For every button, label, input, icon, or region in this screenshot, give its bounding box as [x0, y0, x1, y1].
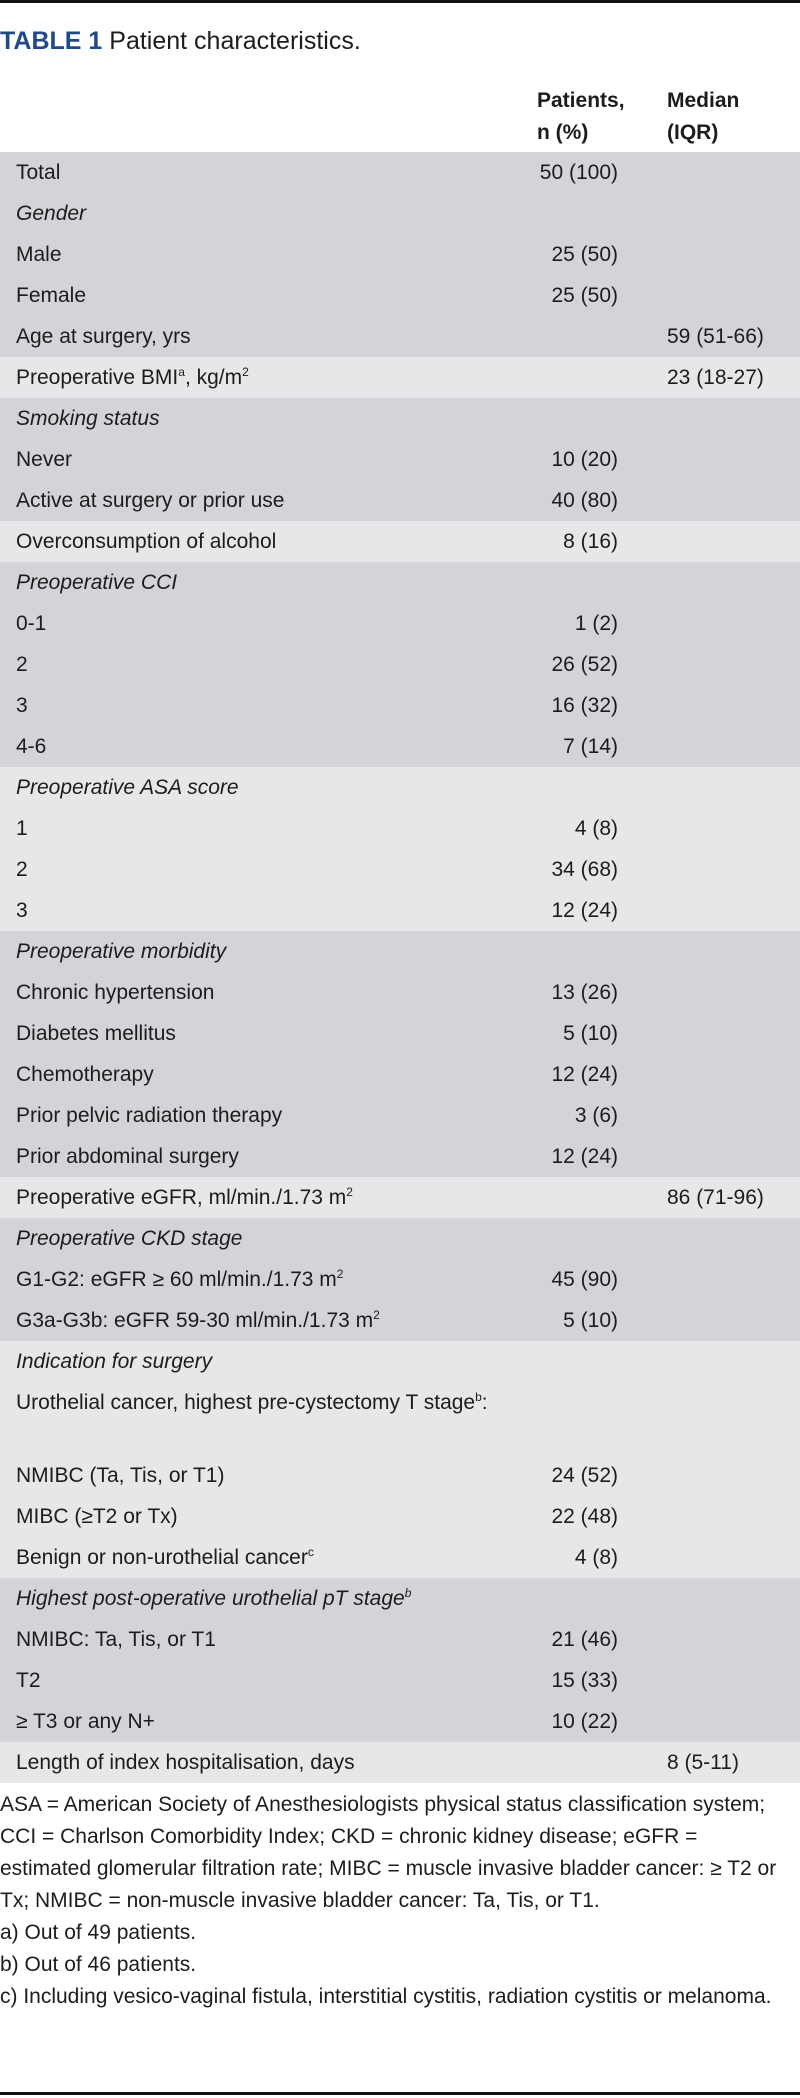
column-header-median-line1: Median — [667, 89, 740, 112]
table-row-asa-heading — [0, 767, 800, 808]
row-label: T2 — [16, 1669, 41, 1692]
table-row-male — [0, 234, 800, 275]
row-patients: 21 (46) — [551, 1628, 618, 1651]
table-row-female — [0, 275, 800, 316]
top-rule — [0, 0, 800, 3]
row-label: G1-G2: eGFR ≥ 60 ml/min./1.73 $m^2$ — [16, 1267, 344, 1291]
row-label: 3 — [16, 694, 28, 717]
footnote-a: a) Out of 49 patients. — [0, 1921, 197, 1944]
row-median: 59 (51-66) — [667, 325, 764, 348]
table-row-benign — [0, 1537, 800, 1578]
row-patients: 13 (26) — [551, 981, 618, 1004]
table-row-pt-nmibc — [0, 1619, 800, 1660]
column-header-patients — [537, 85, 625, 149]
row-median: 8 (5-11) — [667, 1751, 739, 1774]
table-row-diabetes — [0, 1013, 800, 1054]
table-row-smoking-heading — [0, 398, 800, 439]
table-row-cci-0-1 — [0, 603, 800, 644]
row-patients: 4 (8) — [574, 817, 618, 840]
row-label: Chemotherapy — [16, 1063, 154, 1086]
table-row-alcohol — [0, 521, 800, 562]
table-row-pt-stage-heading — [0, 1578, 800, 1619]
footnote-c: c) Including vesico-vaginal fistula, interstitial cystitis, radiation cystitis or melanoma. — [0, 1985, 772, 2008]
row-label: Total — [16, 161, 61, 184]
row-label: NMIBC (Ta, Tis, or T1) — [16, 1464, 225, 1487]
table-row-asa-3 — [0, 890, 800, 931]
table-row-mibc — [0, 1496, 800, 1537]
row-patients: 25 (50) — [551, 284, 618, 307]
footnote-b: b) Out of 46 patients. — [0, 1953, 197, 1976]
row-label: Preoperative CKD stage — [16, 1227, 243, 1250]
table-row-gender-heading — [0, 193, 800, 234]
row-patients: 4 (8) — [574, 1546, 618, 1569]
table-row-pelvic-radiation — [0, 1095, 800, 1136]
row-label: Prior pelvic radiation therapy — [16, 1104, 283, 1127]
table-row-ckd-g1-g2 — [0, 1259, 800, 1300]
row-patients: 45 (90) — [551, 1268, 618, 1291]
table-row-egfr — [0, 1177, 800, 1218]
row-label: Benign or non-urothelial cancer$^c$ — [16, 1545, 314, 1569]
row-patients: 15 (33) — [551, 1669, 618, 1692]
row-patients: 24 (52) — [551, 1464, 618, 1487]
row-label: NMIBC: Ta, Tis, or T1 — [16, 1628, 216, 1651]
row-label: MIBC (≥T2 or Tx) — [16, 1505, 178, 1528]
row-label: 3 — [16, 899, 28, 922]
row-label: Never — [16, 448, 73, 471]
row-patients: 12 (24) — [551, 1063, 618, 1086]
table-title-text: Patient characteristics. — [109, 27, 361, 55]
row-label: Preoperative ASA score — [16, 776, 239, 799]
footnote-abbreviations: ASA = American Society of Anesthesiologists physical status classification system; CCI = Charlson Comorbidity Index; CKD = chronic kidney disease; eGFR = estimated glomerular filtration rate; MIBC = muscle invasive bladder cancer: ≥ T2 or Tx; NMIBC = non-muscle invasive bladder cancer: Ta, Tis, or T1. — [0, 1793, 777, 1912]
column-header-patients-line1: Patients, — [537, 89, 625, 112]
row-label: Gender — [16, 202, 87, 225]
row-label: 0-1 — [16, 612, 47, 635]
table-row-never — [0, 439, 800, 480]
row-label: Preoperative morbidity — [16, 940, 227, 963]
table-row-pt-t3 — [0, 1701, 800, 1742]
row-patients: 34 (68) — [551, 858, 618, 881]
table-row-chemotherapy — [0, 1054, 800, 1095]
table-row-ckd-heading — [0, 1218, 800, 1259]
table-title-label: TABLE 1 — [0, 27, 103, 55]
row-label: 4-6 — [16, 735, 47, 758]
table-row-total — [0, 152, 800, 193]
column-header-median — [667, 85, 739, 149]
table-row-active-smoker — [0, 480, 800, 521]
row-patients: 22 (48) — [551, 1505, 618, 1528]
row-patients: 5 (10) — [563, 1022, 618, 1045]
row-label: Urothelial cancer, highest pre-cystectomy T stage$^b$: — [16, 1390, 488, 1414]
row-label: Length of index hospitalisation, days — [16, 1751, 355, 1774]
row-patients: 25 (50) — [551, 243, 618, 266]
table-row-cci-3 — [0, 685, 800, 726]
row-patients: 50 (100) — [539, 161, 618, 184]
table-row-cci-heading — [0, 562, 800, 603]
row-patients: 5 (10) — [563, 1309, 618, 1332]
table-footnotes — [0, 1789, 790, 2013]
table-row-morbidity-heading — [0, 931, 800, 972]
row-label: 2 — [16, 858, 28, 881]
table-row-ckd-g3 — [0, 1300, 800, 1341]
table-row-pt-t2 — [0, 1660, 800, 1701]
row-patients: 12 (24) — [551, 899, 618, 922]
row-label: Preoperative BMI$^a$, $kg/m^2$ — [16, 365, 249, 389]
row-patients: 40 (80) — [551, 489, 618, 512]
table-row-asa-2 — [0, 849, 800, 890]
row-patients: 8 (16) — [563, 530, 618, 553]
table-row-indication-heading — [0, 1341, 800, 1382]
table-row-hypertension — [0, 972, 800, 1013]
table-row-bmi — [0, 357, 800, 398]
row-label: 1 — [16, 817, 28, 840]
row-label: Prior abdominal surgery — [16, 1145, 239, 1168]
row-median: 86 (71-96) — [667, 1186, 764, 1209]
row-label: Diabetes mellitus — [16, 1022, 176, 1045]
row-label: Preoperative CCI — [16, 571, 178, 594]
row-patients: 12 (24) — [551, 1145, 618, 1168]
characteristics-table — [0, 152, 800, 1783]
column-header-median-line2: (IQR) — [667, 121, 719, 144]
row-patients: 3 (6) — [574, 1104, 618, 1127]
row-label: Indication for surgery — [16, 1350, 213, 1373]
row-label: Age at surgery, yrs — [16, 325, 191, 348]
row-patients: 10 (20) — [551, 448, 618, 471]
row-label: Highest post-operative urothelial pT stage$^b$ — [16, 1586, 412, 1610]
row-patients: 10 (22) — [551, 1710, 618, 1733]
row-label: Female — [16, 284, 87, 307]
row-label: 2 — [16, 653, 28, 676]
table-row-cci-4-6 — [0, 726, 800, 767]
bottom-rule — [0, 2092, 800, 2095]
column-header-patients-line2: n (%) — [537, 121, 589, 144]
row-label: Active at surgery or prior use — [16, 489, 285, 512]
row-label: Smoking status — [16, 407, 160, 430]
table-row-nmibc — [0, 1455, 800, 1496]
row-label: Overconsumption of alcohol — [16, 530, 277, 553]
row-label: Chronic hypertension — [16, 981, 215, 1004]
row-label: ≥ T3 or any N+ — [16, 1710, 155, 1733]
table-row-cci-2 — [0, 644, 800, 685]
table-row-hospitalisation — [0, 1742, 800, 1783]
row-patients: 16 (32) — [551, 694, 618, 717]
row-label: Male — [16, 243, 62, 266]
row-label: Preoperative eGFR, ml/min./1.73 $m^2$ — [16, 1185, 353, 1209]
table-row-urothelial-cancer — [0, 1382, 800, 1455]
table-title — [0, 24, 361, 58]
row-patients: 1 (2) — [574, 612, 618, 635]
table-row-asa-1 — [0, 808, 800, 849]
row-median: 23 (18-27) — [667, 366, 764, 389]
table-row-age — [0, 316, 800, 357]
row-patients: 26 (52) — [551, 653, 618, 676]
table-row-abdominal-surgery — [0, 1136, 800, 1177]
row-label: G3a-G3b: eGFR 59-30 ml/min./1.73 $m^2$ — [16, 1308, 380, 1332]
row-patients: 7 (14) — [563, 735, 618, 758]
